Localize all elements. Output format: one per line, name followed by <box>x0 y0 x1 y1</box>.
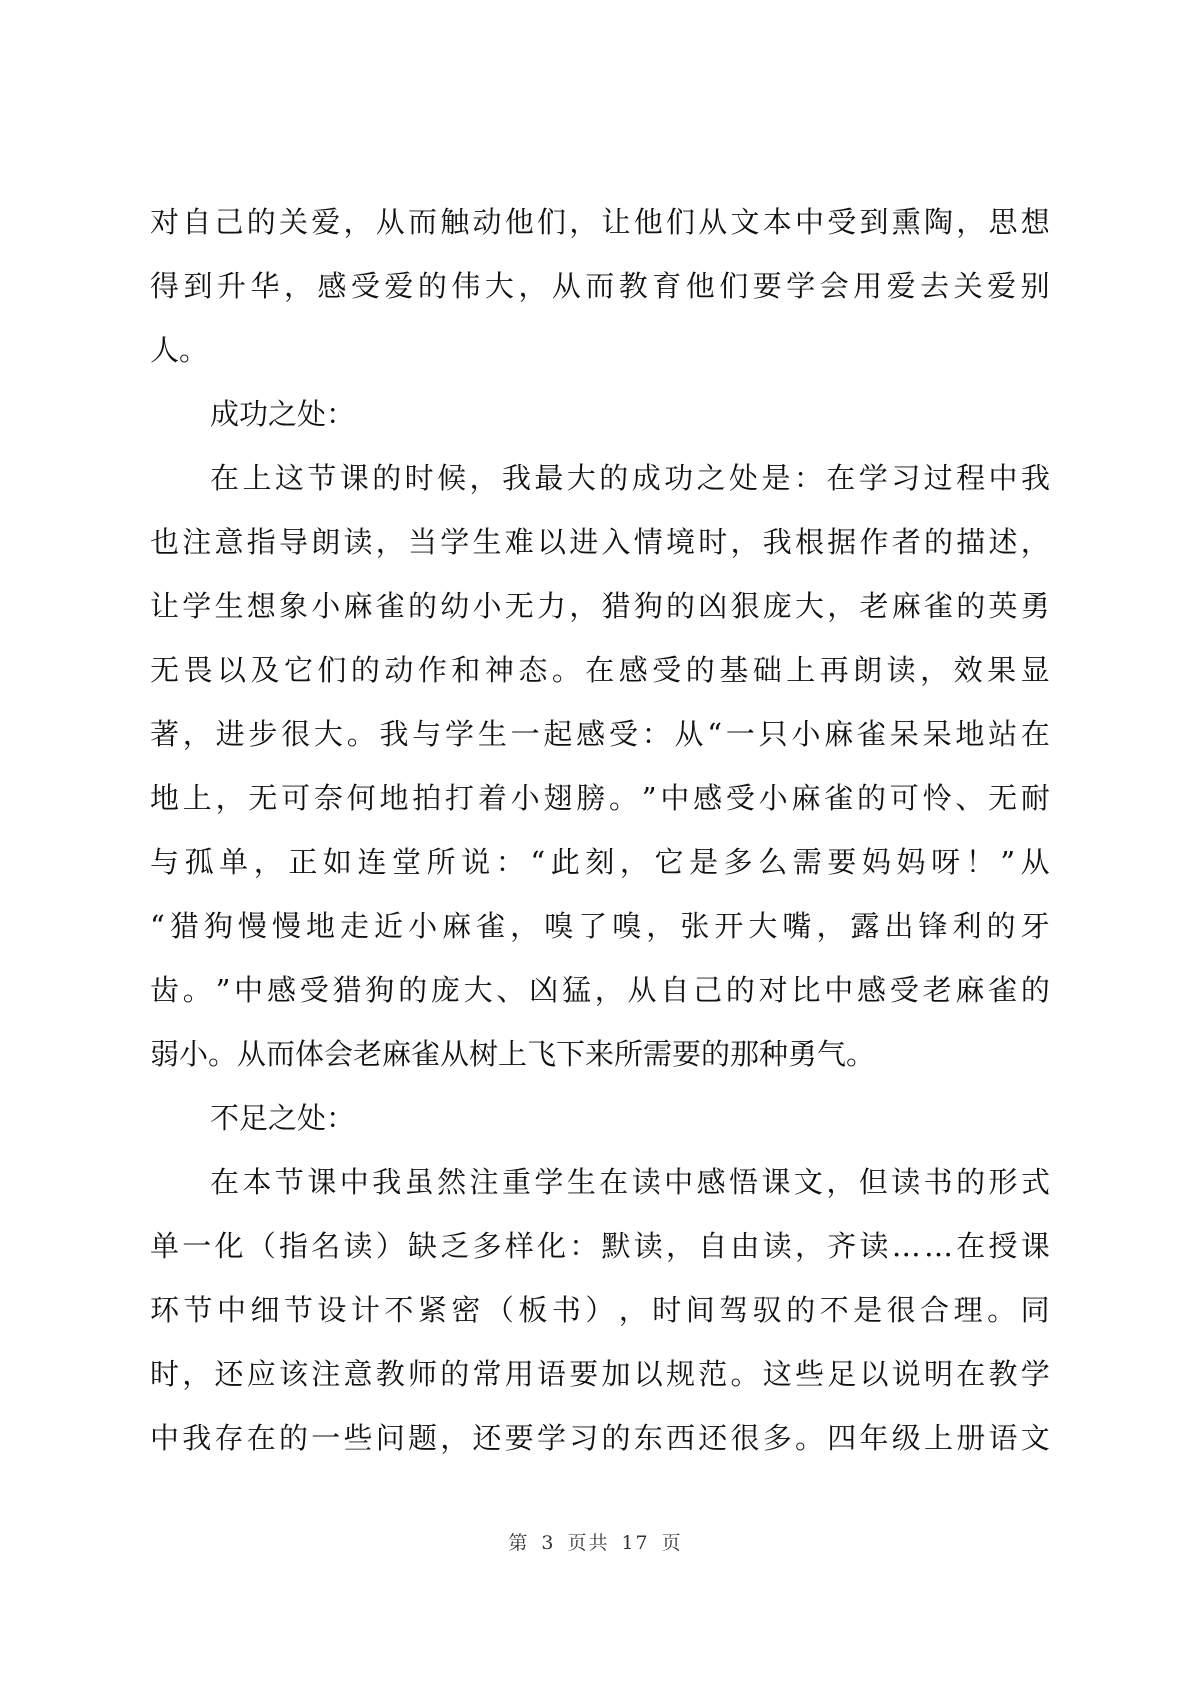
footer-prefix: 第 <box>508 1532 530 1554</box>
text-line: 时 ， 还 应 该 注 意 教 师 的 常 用 语 要 加 以 规 范 。 这 些 足 以 说 明 在 教 学 <box>150 1357 1050 1391</box>
footer-page-number: 3 <box>541 1532 556 1554</box>
text-line: 单 一 化 （ 指 名 读 ） 缺 乏 多 样 化 ： 默 读 ， 自 由 读 ， 齐 读 … … 在 授 课 <box>150 1229 1050 1263</box>
text-line: 环 节 中 细 节 设 计 不 紧 密 （ 板 书 ） ， 时 间 驾 驭 的 不 是 很 合 理 。 同 <box>150 1293 1050 1327</box>
text-line: 著 ， 进 步 很 大 。 我 与 学 生 一 起 感 受 ： 从 “ 一 只 小 麻 雀 呆 呆 地 站 在 <box>150 717 1050 751</box>
text-line: 与 孤 单 ， 正 如 连 堂 所 说 ： “ 此 刻 ， 它 是 多 么 需 要 妈 妈 呀 ！ ” 从 <box>150 845 1050 879</box>
text-line: 成功之处： <box>210 397 356 431</box>
text-line: 不足之处： <box>210 1101 356 1135</box>
text-line: 中 我 存 在 的 一 些 问 题 ， 还 要 学 习 的 东 西 还 很 多 。 四 年 级 上 册 语 文 <box>150 1421 1050 1455</box>
footer-middle: 页共 <box>567 1532 610 1554</box>
text-line: 得 到 升 华 ， 感 受 爱 的 伟 大 ， 从 而 教 育 他 们 要 学 会 用 爱 去 关 爱 别 <box>150 269 1050 303</box>
text-line: 在 上 这 节 课 的 时 候 ， 我 最 大 的 成 功 之 处 是 ： 在 学 习 过 程 中 我 <box>210 461 1050 495</box>
page-footer <box>0 1528 1191 1555</box>
text-line: 齿 。 ” 中 感 受 猎 狗 的 庞 大 、 凶 猛 ， 从 自 己 的 对 比 中 感 受 老 麻 雀 的 <box>150 973 1050 1007</box>
footer-total-pages: 17 <box>621 1532 650 1554</box>
text-line: “ 猎 狗 慢 慢 地 走 近 小 麻 雀 ， 嗅 了 嗅 ， 张 开 大 嘴 ， 露 出 锋 利 的 牙 <box>150 909 1050 943</box>
text-line: 也 注 意 指 导 朗 读 ， 当 学 生 难 以 进 入 情 境 时 ， 我 根 据 作 者 的 描 述 ， <box>150 525 1050 559</box>
text-line: 弱小。从而体会老麻雀从树上飞下来所需要的那种勇气。 <box>150 1037 876 1071</box>
text-line: 让 学 生 想 象 小 麻 雀 的 幼 小 无 力 ， 猎 狗 的 凶 狠 庞 大 ， 老 麻 雀 的 英 勇 <box>150 589 1050 623</box>
text-line: 人。 <box>150 333 209 367</box>
text-line: 在 本 节 课 中 我 虽 然 注 重 学 生 在 读 中 感 悟 课 文 ， 但 读 书 的 形 式 <box>210 1165 1050 1199</box>
text-line: 地 上 ， 无 可 奈 何 地 拍 打 着 小 翅 膀 。 ” 中 感 受 小 麻 雀 的 可 怜 、 无 耐 <box>150 781 1050 815</box>
footer-suffix: 页 <box>661 1532 683 1554</box>
text-line: 无 畏 以 及 它 们 的 动 作 和 神 态 。 在 感 受 的 基 础 上 再 朗 读 ， 效 果 显 <box>150 653 1050 687</box>
text-line: 对 自 己 的 关 爱 ， 从 而 触 动 他 们 ， 让 他 们 从 文 本 中 受 到 熏 陶 ， 思 想 <box>150 205 1050 239</box>
document-body <box>150 190 1050 1470</box>
